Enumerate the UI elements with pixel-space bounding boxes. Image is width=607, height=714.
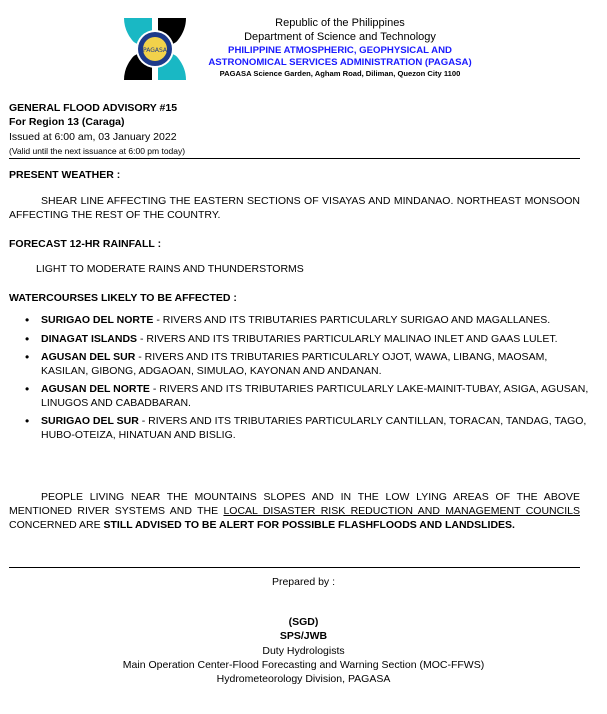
prepared-by: Prepared by :: [271, 576, 336, 588]
header-republic: Republic of the Philippines: [275, 17, 405, 29]
list-item: [41, 351, 597, 378]
signatory-initials: SPS/JWB: [279, 630, 328, 642]
advisory-region: For Region 13 (Caraga): [9, 116, 125, 128]
advisory-issued: Issued at 6:00 am, 03 January 2022: [9, 131, 177, 143]
header-department: Department of Science and Technology: [244, 31, 436, 43]
advice-part2: CONCERNED ARE: [9, 519, 104, 531]
header-agency-line1: PHILIPPINE ATMOSPHERIC, GEOPHYSICAL AND: [228, 45, 452, 56]
watercourse-text: - RIVERS AND ITS TRIBUTARIES PARTICULARLY MALINAO INLET AND GAAS LULET.: [137, 332, 558, 345]
divider: [9, 158, 580, 159]
present-weather-body: SHEAR LINE AFFECTING THE EASTERN SECTIONS OF VISAYAS AND MINDANAO. NORTHEAST MONSOON AFFECTING THE REST OF THE COUNTRY.: [9, 195, 580, 221]
logo-text: PAGASA: [142, 47, 168, 54]
list-item: [41, 333, 597, 347]
advice-part1: PEOPLE LIVING NEAR THE MOUNTAINS SLOPES AND IN THE LOW LYING AREAS OF THE ABOVE MENTIONED RIVER SYSTEMS AND THE: [9, 491, 580, 517]
forecast-text: LIGHT TO MODERATE RAINS AND THUNDERSTORMS: [36, 263, 304, 275]
signatory-role: Duty Hydrologists: [262, 645, 345, 657]
pagasa-logo-icon: [122, 16, 188, 82]
forecast-heading: FORECAST 12-HR RAINFALL :: [9, 238, 162, 250]
divider: [9, 567, 580, 568]
signature-sgd: (SGD): [288, 616, 319, 628]
province-name: DINAGAT ISLANDS: [41, 332, 138, 345]
signatory-section: Main Operation Center-Flood Forecasting and Warning Section (MOC-FFWS): [122, 659, 485, 671]
advice-paragraph: [9, 490, 580, 532]
header-agency-line2: ASTRONOMICAL SERVICES ADMINISTRATION (PAGASA): [208, 57, 472, 68]
watercourse-text: - RIVERS AND ITS TRIBUTARIES PARTICULARLY OJOT, WAWA, LIBANG, MAOSAM, KASILAN, GIBONG, ADGAOAN, SIMULAO, KAYONAN AND ANDANAN.: [41, 351, 548, 377]
watercourse-text: - RIVERS AND ITS TRIBUTARIES PARTICULARLY CANTILLAN, TORACAN, TANDAG, TAGO, HUBO-OTEIZA, HINATUAN AND BISLIG.: [41, 415, 587, 441]
advisory-valid: (Valid until the next issuance at 6:00 pm today): [9, 146, 186, 156]
watercourses-list: [24, 314, 597, 447]
pagasa-logo: [122, 16, 188, 82]
advice-council: LOCAL DISASTER RISK REDUCTION AND MANAGEMENT COUNCILS: [223, 505, 580, 517]
list-item: [41, 383, 597, 410]
signatory-division: Hydrometeorology Division, PAGASA: [216, 673, 391, 685]
present-weather-text: [9, 194, 580, 222]
province-name: AGUSAN DEL SUR: [41, 351, 136, 363]
header-address: PAGASA Science Garden, Agham Road, Diliman, Quezon City 1100: [219, 69, 461, 78]
province-name: AGUSAN DEL NORTE: [41, 383, 150, 395]
advisory-title: GENERAL FLOOD ADVISORY #15: [9, 102, 178, 114]
watercourse-text: - RIVERS AND ITS TRIBUTARIES PARTICULARLY LAKE-MAINIT-TUBAY, ASIGA, AGUSAN, LINUGOS AND CABADBARAN.: [41, 383, 589, 409]
watercourses-heading: WATERCOURSES LIKELY TO BE AFFECTED :: [9, 292, 237, 304]
advice-warning: STILL ADVISED TO BE ALERT FOR POSSIBLE FLASHFLOODS AND LANDSLIDES.: [103, 519, 515, 531]
list-item: [41, 314, 597, 328]
present-weather-heading: PRESENT WEATHER :: [9, 169, 121, 181]
watercourse-text: - RIVERS AND ITS TRIBUTARIES PARTICULARLY SURIGAO AND MAGALLANES.: [153, 314, 551, 326]
province-name: SURIGAO DEL NORTE: [41, 314, 154, 326]
province-name: SURIGAO DEL SUR: [41, 415, 139, 427]
list-item: [41, 415, 597, 442]
